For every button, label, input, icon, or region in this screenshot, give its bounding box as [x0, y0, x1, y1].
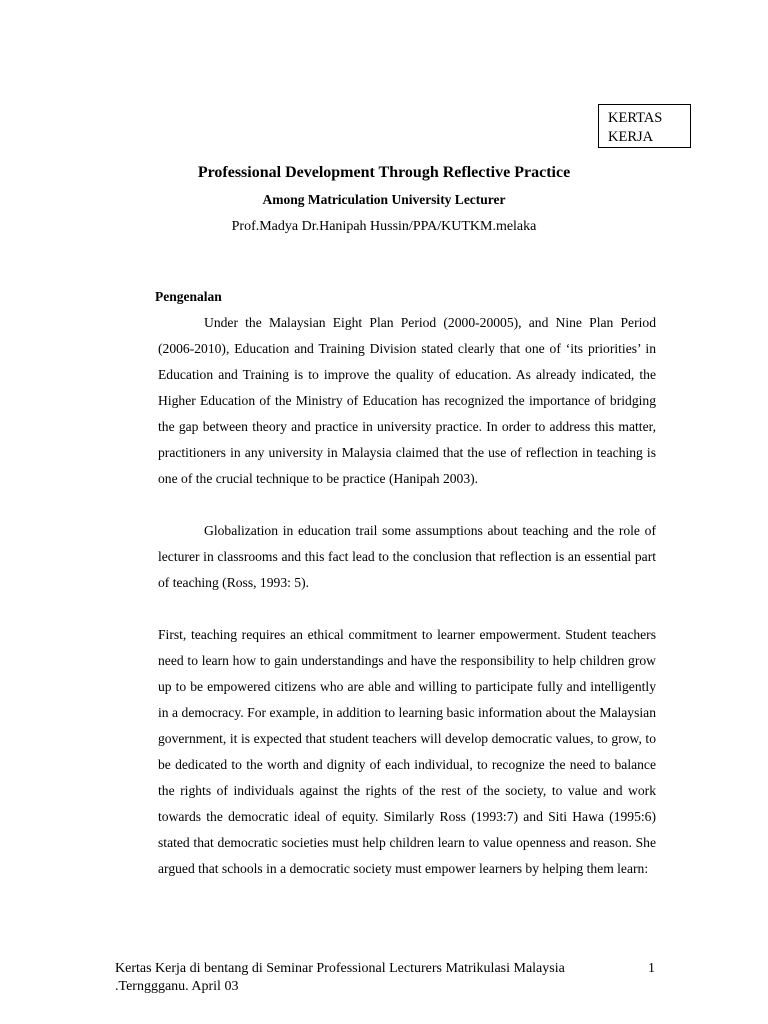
paragraph-first-teaching: First, teaching requires an ethical commitment to learner empowerment. Student teachers need to learn how to gain understandings and have the responsibility to help children grow up to be empowered citizens who are able and willing to participate fully and intelligently in a democracy. For example, in addition to learning basic information about the Malaysian government, it is expected that student teachers will develop democratic values, to grow, to be dedicated to the worth and dignity of each individual, to recognize the need to balance the rights of individuals against the rights of the rest of the society, to value and work towards the democratic ideal of equity. Similarly Ross (1993:7) and Siti Hawa (1995:6) stated that democratic societies must help children learn to value openness and reason. She argued that schools in a democratic society must empower learners by helping them learn:	[158, 627, 656, 876]
document-title: Professional Development Through Reflective Practice	[197, 164, 571, 181]
page-number: 1	[648, 961, 655, 976]
document-subtitle: Among Matriculation University Lecturer	[262, 192, 506, 207]
page-footer: Kertas Kerja di bentang di Seminar Professional Lecturers Matrikulasi Malaysia .Ternggganu. April 03	[115, 961, 565, 994]
stamp-line-1: KERTAS	[608, 110, 663, 126]
paragraph-introduction: Under the Malaysian Eight Plan Period (2000-20005), and Nine Plan Period (2006-2010), Education and Training Division stated clearly that one of ‘its priorities’ in Education and Training is to improve the quality of education. As already indicated, the Higher Education of the Ministry of Education has recognized the importance of bridging the gap between theory and practice in university practice. In order to address this matter, practitioners in any university in Malaysia claimed that the use of reflection in teaching is one of the crucial technique to be practice (Hanipah 2003).	[158, 315, 656, 486]
section-heading: Pengenalan	[155, 289, 222, 304]
stamp-line-2: KERJA	[608, 129, 654, 145]
paragraph-globalization: Globalization in education trail some assumptions about teaching and the role of lecturer in classrooms and this fact lead to the conclusion that reflection is an essential part of teaching (Ross, 1993: 5).	[158, 523, 656, 590]
document-author: Prof.Madya Dr.Hanipah Hussin/PPA/KUTKM.melaka	[231, 219, 537, 234]
kertas-kerja-box	[598, 104, 691, 148]
